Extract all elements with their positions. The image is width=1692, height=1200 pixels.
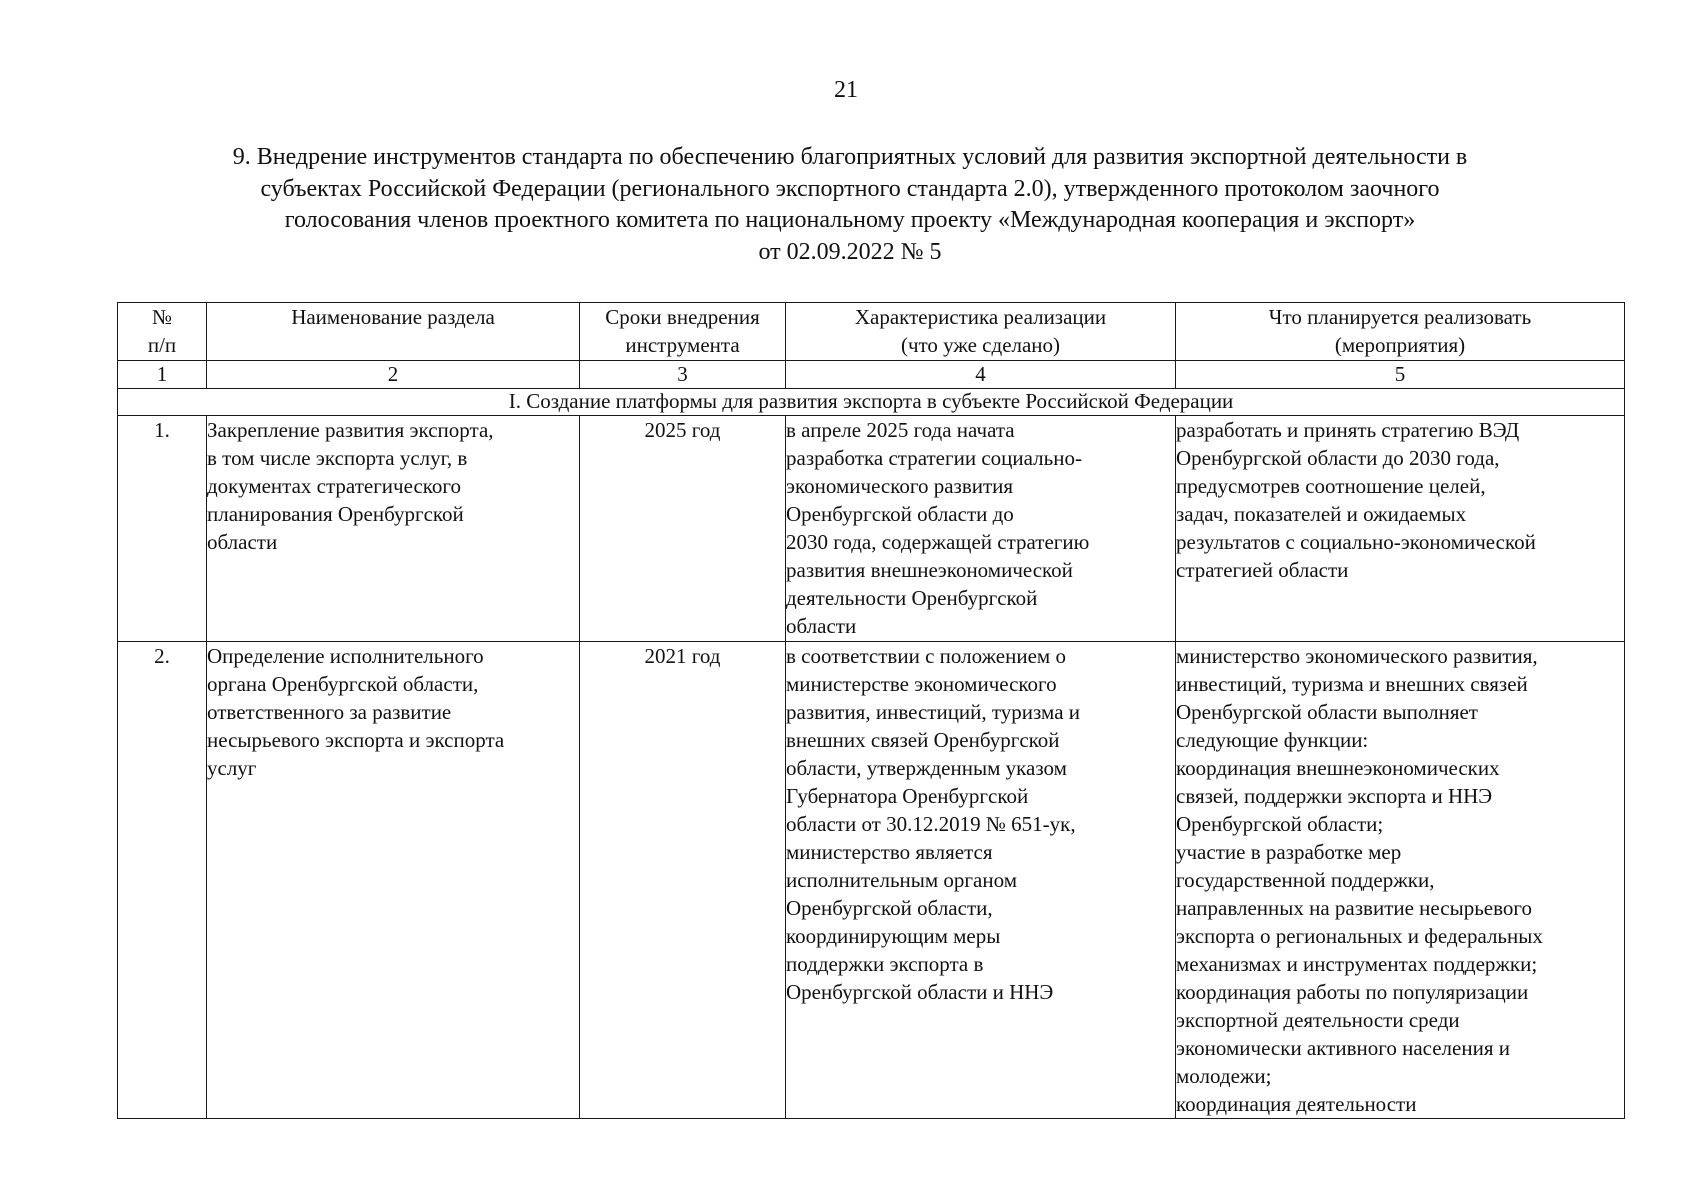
title-line: 9. Внедрение инструментов стандарта по обеспечению благоприятных условий для развития экспортной деятельности в bbox=[232, 144, 1468, 170]
row-deadline: 2021 год bbox=[580, 642, 786, 1119]
row-planned: разработать и принять стратегию ВЭД Оренбургской области до 2030 года, предусмотрев соотношение целей, задач, показателей и ожидаемых результатов с социально-экономической стратегией области bbox=[1176, 416, 1625, 642]
title-line: голосования членов проектного комитета по национальному проекту «Международная кооперация и экспорт» bbox=[284, 207, 1416, 233]
table-row bbox=[118, 416, 1625, 642]
section-row bbox=[118, 389, 1625, 416]
column-number: 3 bbox=[580, 361, 786, 389]
section-title: I. Создание платформы для развития экспорта в субъекте Российской Федерации bbox=[118, 389, 1625, 416]
title-line: от 02.09.2022 № 5 bbox=[758, 238, 942, 265]
row-implementation: в апреле 2025 года начата разработка стратегии социально- экономического развития Оренбургской области до 2030 года, содержащей стратегию развития внешнеэкономической деятельности Оренбургской области bbox=[786, 416, 1176, 642]
row-section-name: Закрепление развития экспорта, в том числе экспорта услуг, в документах стратегического планирования Оренбургской области bbox=[207, 416, 580, 642]
column-number: 4 bbox=[786, 361, 1176, 389]
header-implementation: Характеристика реализации (что уже сделано) bbox=[786, 303, 1176, 361]
column-number: 5 bbox=[1176, 361, 1625, 389]
table-header-row bbox=[118, 303, 1625, 361]
row-implementation: в соответствии с положением о министерстве экономического развития, инвестиций, туризма и внешних связей Оренбургской области, утвержденным указом Губернатора Оренбургской области от 30.12.2019 № 651-ук, министерство является исполнительным органом Оренбургской области, координирующим меры поддержки экспорта в Оренбургской области и ННЭ bbox=[786, 642, 1176, 1119]
column-number: 2 bbox=[207, 361, 580, 389]
row-deadline: 2025 год bbox=[580, 416, 786, 642]
row-number: 1. bbox=[118, 416, 207, 642]
table-row bbox=[118, 642, 1625, 1119]
export-standard-table bbox=[117, 302, 1625, 1119]
row-number: 2. bbox=[118, 642, 207, 1119]
column-number: 1 bbox=[118, 361, 207, 389]
header-deadline: Сроки внедрения инструмента bbox=[580, 303, 786, 361]
page-number: 21 bbox=[834, 77, 858, 103]
header-number: № п/п bbox=[118, 303, 207, 361]
row-planned: министерство экономического развития, инвестиций, туризма и внешних связей Оренбургской области выполняет следующие функции: координация внешнеэкономических связей, поддержки экспорта и ННЭ Оренбургской области; участие в разработке мер государственной поддержки, направленных на развитие несырьевого экспорта о региональных и федеральных механизмах и инструментах поддержки; координация работы по популяризации экспортной деятельности среди экономически активного населения и молодежи; координация деятельности bbox=[1176, 642, 1625, 1119]
row-section-name: Определение исполнительного органа Оренбургской области, ответственного за развитие несырьевого экспорта и экспорта услуг bbox=[207, 642, 580, 1119]
header-planned: Что планируется реализовать (мероприятия) bbox=[1176, 303, 1625, 361]
header-section-name: Наименование раздела bbox=[207, 303, 580, 361]
column-number-row bbox=[118, 361, 1625, 389]
document-title bbox=[110, 142, 1590, 268]
title-line: субъектах Российской Федерации (регионального экспортного стандарта 2.0), утвержденного протоколом заочного bbox=[260, 175, 1440, 202]
